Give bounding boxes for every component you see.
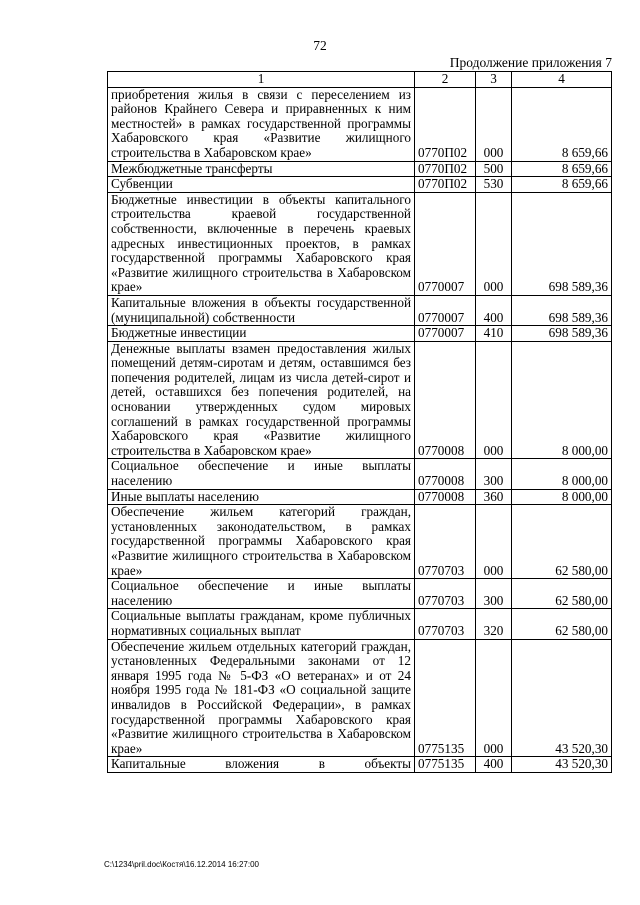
row-amount: 8 000,00 [512, 489, 612, 505]
row-amount: 43 520,30 [512, 757, 612, 773]
header-cell-4: 4 [512, 72, 612, 88]
row-amount: 62 580,00 [512, 609, 612, 639]
row-expense-type: 500 [476, 161, 512, 177]
row-target-code: 0770П02 [415, 177, 476, 193]
row-target-code: 0770008 [415, 341, 476, 459]
row-description: Иные выплаты населению [108, 489, 415, 505]
row-expense-type: 400 [476, 757, 512, 773]
row-target-code: 0775135 [415, 757, 476, 773]
row-expense-type: 000 [476, 639, 512, 757]
row-target-code: 0770007 [415, 326, 476, 342]
row-amount: 8 659,66 [512, 177, 612, 193]
row-expense-type: 000 [476, 192, 512, 295]
continuation-title: Продолжение приложения 7 [449, 55, 612, 70]
table-row [108, 609, 612, 639]
table-row [108, 459, 612, 489]
row-description: Капитальные вложения в объекты государственной (муниципальной) собственности [108, 295, 415, 325]
row-description: Социальные выплаты гражданам, кроме публичных нормативных социальных выплат [108, 609, 415, 639]
row-target-code: 0770703 [415, 579, 476, 609]
row-amount: 8 659,66 [512, 161, 612, 177]
table-row [108, 161, 612, 177]
row-expense-type: 000 [476, 87, 512, 161]
row-expense-type: 000 [476, 341, 512, 459]
row-target-code: 0770703 [415, 609, 476, 639]
page-number: 72 [313, 38, 327, 53]
header-cell-3: 3 [476, 72, 512, 88]
row-amount: 8 000,00 [512, 459, 612, 489]
row-expense-type: 400 [476, 295, 512, 325]
row-description: Субвенции [108, 177, 415, 193]
table-row [108, 192, 612, 295]
row-target-code: 0770008 [415, 489, 476, 505]
row-expense-type: 410 [476, 326, 512, 342]
table-row [108, 639, 612, 757]
row-description: Межбюджетные трансферты [108, 161, 415, 177]
row-amount: 698 589,36 [512, 192, 612, 295]
row-amount: 698 589,36 [512, 326, 612, 342]
table-row [108, 87, 612, 161]
row-amount: 8 000,00 [512, 341, 612, 459]
row-description: Социальное обеспечение и иные выплаты населению [108, 579, 415, 609]
table-row [108, 489, 612, 505]
row-expense-type: 300 [476, 459, 512, 489]
row-expense-type: 360 [476, 489, 512, 505]
row-description: Обеспечение жильем категорий граждан, установленных законодательством, в рамках государственной программы Хабаровского края «Развитие жилищного строительства в Хабаровском крае» [108, 505, 415, 579]
row-description: Обеспечение жильем отдельных категорий граждан, установленных Федеральными законами от 12 января 1995 года № 5-ФЗ «О ветеранах» и от 24 ноября 1995 года № 181-ФЗ «О социальной защите инвалидов в Российской Федерации», в рамках государственной программы Хабаровского края «Развитие жилищного строительства в Хабаровском крае» [108, 639, 415, 757]
row-amount: 43 520,30 [512, 639, 612, 757]
table-row [108, 295, 612, 325]
row-description: Социальное обеспечение и иные выплаты населению [108, 459, 415, 489]
row-description: Капитальные вложения в объекты [108, 757, 415, 773]
table-row [108, 757, 612, 773]
table-row [108, 341, 612, 459]
table-row [108, 177, 612, 193]
table-row [108, 505, 612, 579]
table-header-row [108, 72, 612, 88]
row-description: Бюджетные инвестиции в объекты капитального строительства краевой государственной собственности, включенные в перечень краевых адресных инвестиционных проектов, в рамках государственной программы Хабаровского края «Развитие жилищного строительства в Хабаровском крае» [108, 192, 415, 295]
row-expense-type: 320 [476, 609, 512, 639]
header-cell-1: 1 [108, 72, 415, 88]
row-target-code: 0770007 [415, 295, 476, 325]
file-path-footer: C:\1234\pril.doc\Костя\16.12.2014 16:27:00 [104, 860, 259, 869]
row-description: приобретения жилья в связи с переселением из районов Крайнего Севера и приравненных к ним местностей» в рамках государственной программы Хабаровского края «Развитие жилищного строительства в Хабаровском крае» [108, 87, 415, 161]
row-target-code: 0770П02 [415, 87, 476, 161]
row-expense-type: 300 [476, 579, 512, 609]
row-amount: 8 659,66 [512, 87, 612, 161]
row-amount: 62 580,00 [512, 579, 612, 609]
table-row [108, 579, 612, 609]
row-amount: 62 580,00 [512, 505, 612, 579]
row-expense-type: 530 [476, 177, 512, 193]
row-amount: 698 589,36 [512, 295, 612, 325]
row-target-code: 0770007 [415, 192, 476, 295]
row-target-code: 0770008 [415, 459, 476, 489]
row-target-code: 0775135 [415, 639, 476, 757]
row-description: Бюджетные инвестиции [108, 326, 415, 342]
budget-table [107, 71, 612, 773]
row-target-code: 0770П02 [415, 161, 476, 177]
table-row [108, 326, 612, 342]
row-expense-type: 000 [476, 505, 512, 579]
row-target-code: 0770703 [415, 505, 476, 579]
header-cell-2: 2 [415, 72, 476, 88]
row-description: Денежные выплаты взамен предоставления жилых помещений детям-сиротам и детям, оставшимся без попечения родителей, лицам из числа детей-сирот и детей, оставшихся без попечения родителей, на основании утвержденных судом мировых соглашений в рамках государственной программы Хабаровского края «Развитие жилищного строительства в Хабаровском крае» [108, 341, 415, 459]
